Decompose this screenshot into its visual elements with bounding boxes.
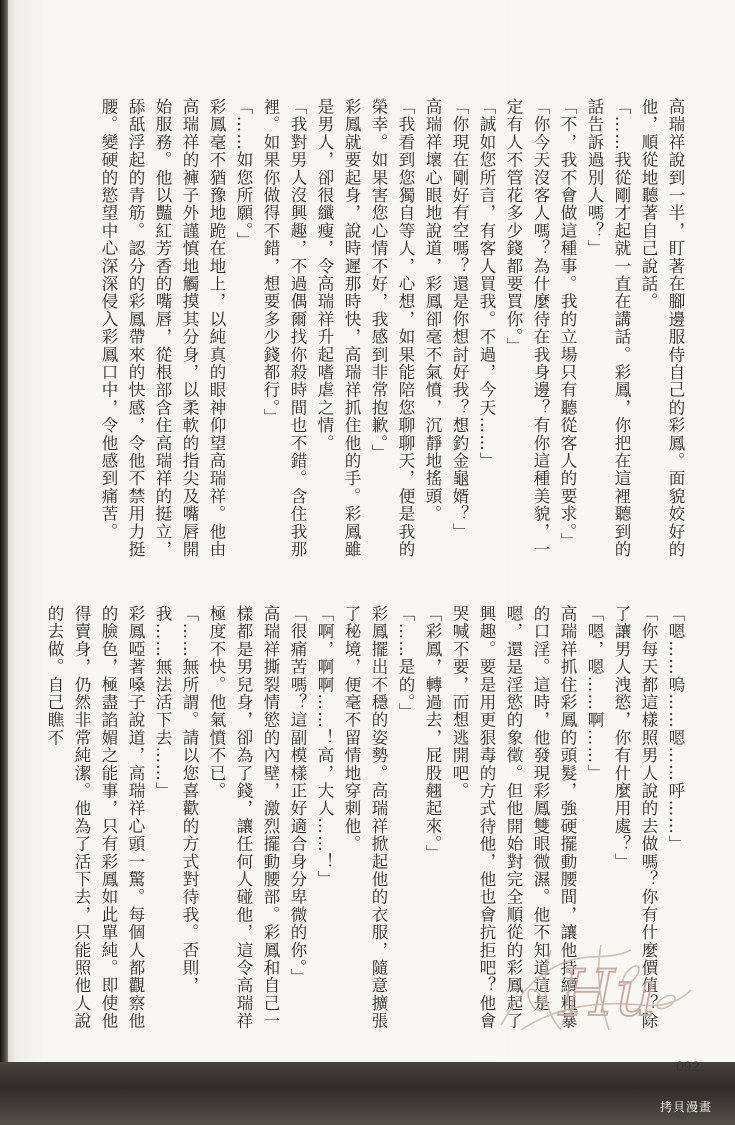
paragraph: 「……如您所願。」 [234,98,253,250]
text-block-top [95,98,689,568]
bottom-dark-band [0,1062,735,1125]
paragraph: 「你每天都這樣照男人說的去做嗎？你有什麼價值？除了讓男人洩慾，你有什麼用處？」 [612,605,658,1030]
paragraph: 「我看到您獨自等人，心想，如果能陪您聊聊天，便是我的榮幸。如果害您心情不好，我感到非常抱歉。」 [369,98,415,559]
paragraph: 「……是的。」 [396,605,415,721]
paragraph: 「嗯……嗚……嗯……呼……」 [666,605,685,853]
watermark: 拷貝漫畫 [660,1100,713,1114]
paragraph: 高瑞祥撕裂情慾的內壁，激烈擺動腰部。彩鳳和自己一樣都是男兒身，卻為了錢，讓任何人碰他，這令高瑞祥極度不快。他氣憤不已。 [207,605,280,1030]
paragraph: 「你現在剛好有空嗎？還是你想討好我？想釣金龜婿？」 [450,98,469,541]
paragraph: 彩鳳毫不猶豫地跪在地上，以純真的眼神仰望高瑞祥。他由高瑞祥的褲子外謹慎地觸摸其分身，以柔軟的指尖及嘴唇開始服務。他以豔紅芳香的嘴唇，從根部含住高瑞祥的挺立，舔舐浮起的青筋。認分的彩鳳帶來的快感，令他不禁用力挺腰。變硬的慾望中心深深侵入彩鳳口中，令他感到痛苦。 [99,98,226,559]
book-spine-shadow [0,0,8,1125]
paragraph: 「我對男人沒興趣，不過偶爾找你殺時間也不錯。含住我那裡。如果你做得不錯，想要多少錢都行。」 [261,98,307,559]
paragraph: 彩鳳啞著嗓子說道，高瑞祥心頭一驚。每個人都觀察他的臉色，極盡諂媚之能事，只有彩鳳如此單純。即使他得賣身，仍然非常純潔。他為了活下去，只能照他人說的去做。自己瞧不 [45,605,145,1030]
book-page [6,0,735,1072]
paragraph: 「嗯，嗯……啊……」 [585,605,604,782]
paragraph: 「啊，啊啊……！高，大人……！」 [315,605,334,889]
paragraph: 「彩鳳，轉過去，屁股翹起來。」 [423,605,442,863]
page-number: 092 [676,1058,700,1074]
paragraph: 「很痛苦嗎？這副模樣正好適合身分卑微的你。」 [288,605,307,987]
paragraph: 「……無所謂。請以您喜歡的方式對待我。否則，我……無法活下去……」 [153,605,199,995]
paragraph: 「你今天沒客人嗎？為什麼待在我身邊？有你這種美貌，一定有人不管花多少錢都要買你。」 [504,98,550,559]
decorative-monogram-ornament [481,930,701,1040]
paragraph: 「誠如您所言，有客人買我。不過，今天……」 [477,98,496,470]
paragraph: 彩鳳就要起身，說時遲那時快，高瑞祥抓住他的手。彩鳳雖是男人，卻很纖瘦，令高瑞祥升起嗜虐之情。 [315,98,361,559]
paragraph: 高瑞祥說到一半，盯著在腳邊服侍自己的彩鳳。面貌姣好的他，順從地聽著自己說話。 [639,98,685,559]
ornament-text: Hu [559,957,657,1031]
paragraph: 高瑞祥抓住彩鳳的頭髮，強硬擺動腰間，讓他持續粗暴的口淫。這時，他發現彩鳳雙眼微濕。他不知道這是嗯，還是淫慾的象徵。但他開始對完全順從的彩鳳起了興趣。要是用更狠毒的方式待他，他也會抗拒吧？他會哭喊不要，而想逃開吧。 [450,605,577,1030]
paragraph: 彩鳳擺出不穩的姿勢。高瑞祥掀起他的衣服，隨意擴張了秘境，便毫不留情地穿刺他。 [342,605,388,1030]
paragraph: 「……我從剛才起就一直在講話。彩鳳，你把在這裡聽到的話告訴過別人嗎？」 [585,98,631,559]
paragraph: 「不，我不會做這種事。我的立場只有聽從客人的要求。」 [558,98,577,550]
paragraph: 高瑞祥壞心眼地說道，彩鳳卻毫不氣憤，沉靜地搖頭。 [423,98,442,523]
